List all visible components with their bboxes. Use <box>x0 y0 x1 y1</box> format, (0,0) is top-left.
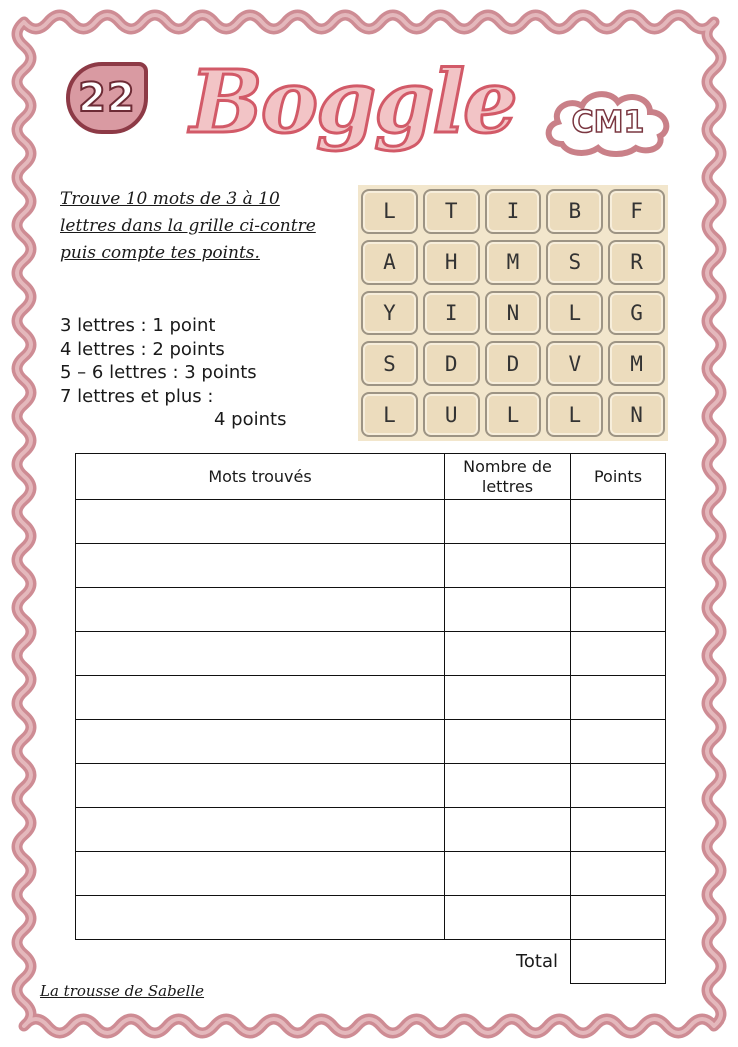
letter-die: T <box>423 189 480 234</box>
total-row <box>76 940 666 984</box>
table-row <box>76 500 666 544</box>
letter-die: F <box>608 189 665 234</box>
letter-count-cell[interactable] <box>445 896 571 940</box>
table-header-row <box>76 454 666 500</box>
letter-die: N <box>608 392 665 437</box>
rule-line: 5 – 6 lettres : 3 points <box>60 362 257 383</box>
word-cell[interactable] <box>76 632 445 676</box>
worksheet-number: 22 <box>78 75 136 121</box>
letter-die: I <box>485 189 542 234</box>
letter-die: S <box>361 341 418 386</box>
page-title: Boggle <box>190 52 516 153</box>
letter-die: M <box>485 240 542 285</box>
word-cell[interactable] <box>76 676 445 720</box>
letter-die: I <box>423 291 480 336</box>
scoring-rules <box>60 314 320 432</box>
letter-die: G <box>608 291 665 336</box>
points-cell[interactable] <box>571 588 666 632</box>
rule-line: 7 lettres et plus : <box>60 385 214 407</box>
letter-die: D <box>485 341 542 386</box>
word-cell[interactable] <box>76 808 445 852</box>
table-row <box>76 852 666 896</box>
letter-count-cell[interactable] <box>445 808 571 852</box>
points-cell[interactable] <box>571 896 666 940</box>
rule-line: 3 lettres : 1 point <box>60 315 216 336</box>
points-cell[interactable] <box>571 808 666 852</box>
word-cell[interactable] <box>76 764 445 808</box>
rule-line: 4 lettres : 2 points <box>60 338 225 360</box>
word-cell[interactable] <box>76 896 445 940</box>
letter-die: V <box>546 341 603 386</box>
worksheet-number-badge <box>66 62 148 134</box>
letter-die: L <box>546 291 603 336</box>
table-row <box>76 544 666 588</box>
column-header-letter-count: Nombre de lettres <box>445 454 571 500</box>
letter-die: R <box>608 240 665 285</box>
level-label: CM1 <box>571 104 645 140</box>
total-label: Total <box>515 951 558 973</box>
letter-die: L <box>546 392 603 437</box>
answer-table <box>75 453 666 984</box>
word-cell[interactable] <box>76 588 445 632</box>
footer-credit: La trousse de Sabelle <box>40 982 205 1000</box>
letter-count-cell[interactable] <box>445 720 571 764</box>
boggle-grid <box>358 185 668 441</box>
letter-count-cell[interactable] <box>445 764 571 808</box>
rule-line: 4 points <box>214 409 287 430</box>
letter-die: L <box>361 189 418 234</box>
letter-die: A <box>361 240 418 285</box>
letter-count-cell[interactable] <box>445 632 571 676</box>
letter-die: S <box>546 240 603 285</box>
letter-die: U <box>423 392 480 437</box>
letter-die: H <box>423 240 480 285</box>
word-cell[interactable] <box>76 852 445 896</box>
total-points-cell[interactable] <box>571 940 666 984</box>
word-cell[interactable] <box>76 544 445 588</box>
letter-die: L <box>485 392 542 437</box>
word-cell[interactable] <box>76 500 445 544</box>
column-header-points: Points <box>571 454 666 500</box>
letter-die: B <box>546 189 603 234</box>
letter-count-cell[interactable] <box>445 852 571 896</box>
table-row <box>76 676 666 720</box>
table-row <box>76 720 666 764</box>
table-row <box>76 808 666 852</box>
instructions-text: Trouve 10 mots de 3 à 10 lettres dans la grille ci-contre puis compte tes points. <box>60 189 316 263</box>
letter-die: N <box>485 291 542 336</box>
points-cell[interactable] <box>571 764 666 808</box>
table-row <box>76 764 666 808</box>
word-cell[interactable] <box>76 720 445 764</box>
points-cell[interactable] <box>571 544 666 588</box>
letter-count-cell[interactable] <box>445 544 571 588</box>
points-cell[interactable] <box>571 500 666 544</box>
letter-count-cell[interactable] <box>445 676 571 720</box>
points-cell[interactable] <box>571 720 666 764</box>
letter-die: Y <box>361 291 418 336</box>
letter-die: D <box>423 341 480 386</box>
column-header-words: Mots trouvés <box>76 454 445 500</box>
letter-die: M <box>608 341 665 386</box>
letter-count-cell[interactable] <box>445 588 571 632</box>
points-cell[interactable] <box>571 852 666 896</box>
points-cell[interactable] <box>571 632 666 676</box>
table-row <box>76 632 666 676</box>
table-row <box>76 896 666 940</box>
points-cell[interactable] <box>571 676 666 720</box>
letter-count-cell[interactable] <box>445 500 571 544</box>
table-row <box>76 588 666 632</box>
letter-die: L <box>361 392 418 437</box>
